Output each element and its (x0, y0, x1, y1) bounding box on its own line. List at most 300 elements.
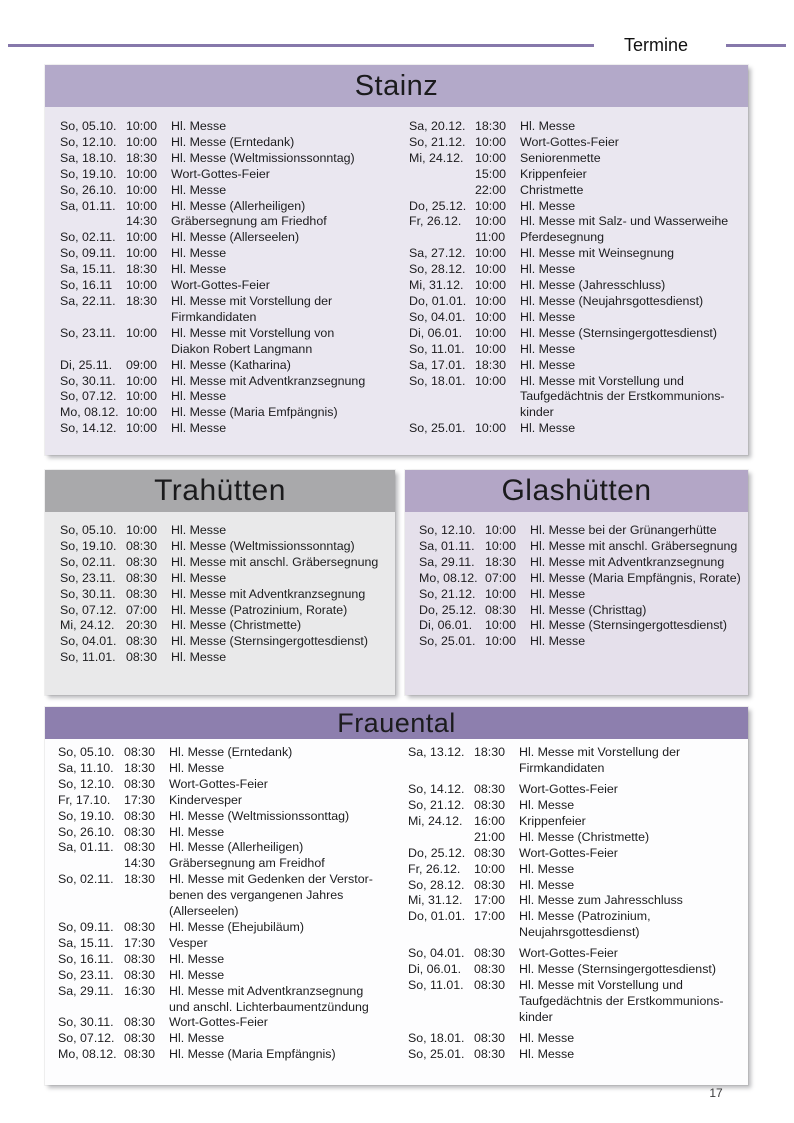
row-time: 08:30 (124, 745, 156, 759)
row-time: 22:00 (475, 182, 507, 197)
row-date: So, 14.12. (60, 421, 117, 436)
schedule-row (409, 119, 742, 135)
row-date: So, 30.11. (60, 373, 116, 388)
row-date: So, 28.12. (408, 877, 465, 892)
row-date: So, 30.11. (58, 1015, 114, 1030)
row-time: 10:00 (126, 119, 158, 133)
row-time: 08:30 (126, 538, 158, 553)
row-date: Sa, 29.11. (58, 983, 114, 998)
row-time: 08:30 (474, 1047, 506, 1062)
row-time: 10:00 (485, 523, 517, 537)
schedule-row (60, 587, 391, 603)
schedule-row (408, 878, 742, 894)
row-description: Hl. Messe (Sternsingergottesdienst) (530, 618, 727, 633)
row-date: So, 23.11. (60, 325, 116, 340)
schedule-row (409, 246, 742, 262)
row-date: Sa, 13.12. (408, 745, 465, 759)
row-time: 08:30 (474, 978, 506, 993)
row-date: Sa, 15.11. (60, 262, 116, 277)
schedule-row (58, 920, 392, 936)
schedule-row (58, 777, 392, 793)
row-date: Sa, 20.12. (409, 119, 466, 133)
row-description: Hl. Messe (Erntedank) (171, 134, 295, 149)
row-time: 08:30 (474, 946, 506, 961)
row-time: 08:30 (474, 877, 506, 892)
row-date (409, 183, 475, 199)
row-date: So, 11.01. (408, 978, 464, 993)
row-time: 08:30 (126, 586, 158, 601)
row-date: Di, 06.01. (408, 962, 462, 977)
row-date: Di, 06.01. (419, 618, 473, 633)
row-description: Hl. Messe (Maria Empfängnis) (169, 1047, 336, 1062)
row-date: Mi, 24.12. (408, 813, 463, 828)
row-date: So, 23.11. (60, 570, 116, 585)
row-time: 10:00 (475, 246, 507, 261)
schedule-row (409, 214, 742, 230)
row-description: Hl. Messe (Sternsingergottesdienst) (171, 634, 368, 649)
glashuetten-schedule (405, 512, 748, 650)
frauental-section-header (45, 707, 748, 739)
header-rule-left (8, 44, 594, 47)
schedule-row (60, 183, 393, 199)
row-time: 07:00 (126, 602, 158, 617)
row-description: Hl. Messe (Sternsingergottesdienst) (520, 325, 717, 340)
schedule-row (60, 618, 391, 634)
row-date: So, 21.12. (409, 134, 466, 149)
schedule-row (60, 634, 391, 650)
schedule-row (60, 167, 393, 183)
row-description: Wort-Gottes-Feier (520, 134, 619, 149)
row-date: So, 14.12. (408, 782, 465, 797)
row-date: Sa, 01.11. (419, 538, 475, 553)
row-description: Gräbersegnung am Freidhof (169, 856, 325, 871)
row-description: Hl. Messe (171, 262, 227, 277)
row-description: Hl. Messe (Katharina) (171, 357, 291, 372)
row-description: Krippenfeier (519, 813, 586, 828)
row-description: Hl. Messe (171, 570, 227, 585)
row-time: 10:00 (126, 134, 158, 149)
row-date: So, 05.10. (60, 523, 117, 537)
row-time: 10:00 (475, 325, 507, 340)
row-description: Hl. Messe mit Vorstellung und Taufgedächtnis der Erstkommunions- kinder (519, 978, 724, 1025)
row-date: So, 05.10. (58, 745, 115, 759)
row-time: 10:00 (126, 246, 158, 261)
row-date: So, 07.12. (58, 1031, 115, 1046)
row-date: So, 04.01. (408, 946, 465, 961)
row-date: So, 02.11. (60, 230, 116, 245)
row-description: Hl. Messe (171, 246, 227, 261)
schedule-row (58, 809, 392, 825)
row-description: Hl. Messe mit Vorstellung der Firmkandidaten (171, 293, 333, 324)
row-time: 10:00 (485, 586, 517, 601)
schedule-row (408, 830, 742, 846)
row-date: Do, 25.12. (419, 602, 477, 617)
row-time: 10:00 (475, 214, 507, 229)
row-date (408, 830, 474, 846)
row-description: Gräbersegnung am Friedhof (171, 214, 327, 229)
schedule-row (419, 603, 744, 619)
row-description: Hl. Messe (520, 119, 576, 133)
schedule-row (408, 862, 742, 878)
row-time: 21:00 (474, 829, 506, 844)
schedule-row (419, 618, 744, 634)
row-time: 10:00 (475, 341, 507, 356)
row-description: Hl. Messe (519, 1047, 575, 1062)
row-date: Sa, 11.10. (58, 760, 114, 775)
stainz-section-title: Stainz (354, 69, 439, 102)
schedule-row (409, 135, 742, 151)
row-time: 16:30 (124, 983, 156, 998)
row-date: So, 07.12. (60, 602, 117, 617)
row-date: So, 25.01. (408, 1047, 465, 1062)
schedule-row (60, 523, 391, 539)
schedule-row (60, 135, 393, 151)
schedule-row (408, 745, 742, 777)
trahuetten-schedule-column (60, 523, 391, 666)
stainz-schedule-right-column (393, 119, 742, 437)
row-date: So, 11.01. (409, 341, 465, 356)
row-description: Hl. Messe (Weltmissionssonntag) (171, 150, 355, 165)
schedule-row (419, 587, 744, 603)
row-description: Wort-Gottes-Feier (169, 776, 268, 791)
row-time: 08:30 (124, 776, 156, 791)
row-time: 08:30 (474, 782, 506, 797)
row-description: Hl. Messe (171, 389, 227, 404)
row-description: Hl. Messe (520, 309, 576, 324)
row-description: Hl. Messe (520, 357, 576, 372)
row-date: So, 16.11. (58, 951, 114, 966)
row-date: So, 30.11. (60, 586, 116, 601)
row-description: Kindervesper (169, 792, 243, 807)
row-description: Hl. Messe (169, 760, 225, 775)
row-description: Hl. Messe (519, 1031, 575, 1046)
frauental-schedule-right-column (392, 745, 742, 1063)
schedule-row (409, 358, 742, 374)
row-date (409, 167, 475, 183)
row-time: 08:30 (124, 808, 156, 823)
glashuetten-schedule-column (419, 523, 744, 650)
row-date: Do, 01.01. (408, 909, 466, 924)
trahuetten-section (45, 470, 395, 695)
schedule-row (58, 745, 392, 761)
schedule-row (60, 405, 393, 421)
schedule-row (408, 909, 742, 941)
row-time: 17:30 (124, 935, 156, 950)
row-time: 10:00 (126, 523, 158, 537)
schedule-row (409, 310, 742, 326)
schedule-row (60, 294, 393, 326)
schedule-row (60, 262, 393, 278)
schedule-row (60, 358, 393, 374)
row-description: Wort-Gottes-Feier (169, 1015, 268, 1030)
row-time: 10:00 (475, 278, 507, 293)
row-date (58, 856, 124, 872)
row-date: So, 12.10. (58, 776, 115, 791)
frauental-section (45, 707, 748, 1085)
row-time: 10:00 (475, 309, 507, 324)
row-description: Hl. Messe mit Weinsegnung (520, 246, 675, 261)
schedule-row (60, 555, 391, 571)
frauental-section-title: Frauental (337, 707, 456, 738)
row-time: 18:30 (475, 357, 507, 372)
row-date: So, 25.01. (419, 634, 476, 649)
row-time: 18:30 (126, 150, 158, 165)
row-time: 09:00 (126, 357, 158, 372)
row-description: Hl. Messe (519, 798, 575, 813)
schedule-row (60, 389, 393, 405)
trahuetten-section-header (45, 470, 395, 512)
row-time: 10:00 (126, 325, 158, 340)
stainz-schedule (45, 107, 748, 437)
row-description: Hl. Messe (Neujahrsgottesdienst) (520, 293, 704, 308)
row-time: 08:30 (124, 951, 156, 966)
row-description: Wort-Gottes-Feier (519, 845, 618, 860)
row-description: Christmette (520, 182, 584, 197)
page-header-label: Termine (623, 35, 689, 55)
row-date: Sa, 01.11. (60, 198, 116, 213)
row-description: Hl. Messe (Weltmissionssonttag) (169, 808, 350, 823)
row-description: Hl. Messe (169, 1031, 225, 1046)
row-time: 10:00 (474, 861, 506, 876)
row-description: Wort-Gottes-Feier (171, 166, 270, 181)
row-time: 18:30 (124, 760, 156, 775)
row-date: So, 18.01. (408, 1031, 465, 1046)
schedule-row (60, 278, 393, 294)
row-date: So, 11.01. (60, 650, 116, 665)
row-time: 10:00 (475, 198, 507, 213)
row-date: So, 04.01. (409, 309, 466, 324)
row-time: 17:00 (474, 909, 506, 924)
row-time: 18:30 (126, 293, 158, 308)
row-time: 17:30 (124, 792, 156, 807)
schedule-row (58, 793, 392, 809)
row-description: Hl. Messe (519, 861, 575, 876)
row-time: 10:00 (126, 182, 158, 197)
row-date: Fr, 26.12. (409, 214, 462, 229)
row-description: Hl. Messe (519, 877, 575, 892)
schedule-row (419, 523, 744, 539)
schedule-row (409, 278, 742, 294)
schedule-row (60, 230, 393, 246)
row-description: Hl. Messe mit anschl. Gräbersegnung (171, 554, 379, 569)
schedule-row (408, 978, 742, 1026)
row-date: So, 19.10. (60, 538, 117, 553)
row-description: Wort-Gottes-Feier (519, 782, 618, 797)
row-description: Hl. Messe (Ehejubiläum) (169, 919, 304, 934)
schedule-row (58, 761, 392, 777)
schedule-row (58, 840, 392, 856)
schedule-row (60, 421, 393, 437)
row-time: 18:30 (474, 745, 506, 759)
row-date: Di, 06.01. (409, 325, 463, 340)
schedule-row (60, 151, 393, 167)
row-date: Mi, 24.12. (409, 150, 464, 165)
schedule-row (58, 952, 392, 968)
stainz-schedule-left-column (60, 119, 393, 437)
row-time: 10:00 (126, 373, 158, 388)
trahuetten-section-title: Trahütten (154, 474, 286, 507)
row-date: So, 26.10. (58, 824, 115, 839)
schedule-row (409, 421, 742, 437)
row-time: 14:30 (124, 856, 156, 871)
row-time: 10:00 (126, 405, 158, 420)
row-time: 18:30 (126, 262, 158, 277)
schedule-row (408, 814, 742, 830)
row-time: 08:30 (126, 650, 158, 665)
row-time: 10:00 (475, 262, 507, 277)
row-description: Hl. Messe mit Adventkranzsegnung (171, 586, 366, 601)
row-date: So, 16.11 (60, 278, 113, 293)
row-description: Hl. Messe zum Jahresschluss (519, 893, 683, 908)
schedule-row (58, 984, 392, 1016)
schedule-row (408, 1031, 742, 1047)
row-date: Do, 01.01. (409, 293, 467, 308)
row-date: So, 19.10. (60, 166, 117, 181)
row-date: Do, 25.12. (408, 845, 466, 860)
schedule-row (409, 230, 742, 246)
row-description: Hl. Messe mit Salz- und Wasserweihe (520, 214, 729, 229)
schedule-row (60, 199, 393, 215)
row-time: 10:00 (475, 293, 507, 308)
glashuetten-section-header (405, 470, 748, 512)
row-description: Hl. Messe (169, 967, 225, 982)
row-date: So, 26.10. (60, 182, 117, 197)
row-date: Fr, 17.10. (58, 792, 111, 807)
row-description: Krippenfeier (520, 166, 587, 181)
schedule-row (408, 962, 742, 978)
schedule-row (60, 650, 391, 666)
row-time: 18:30 (124, 872, 156, 887)
row-date: So, 18.01. (409, 373, 466, 388)
row-date: Fr, 26.12. (408, 861, 461, 876)
schedule-row (409, 326, 742, 342)
schedule-row (60, 246, 393, 262)
row-description: Hl. Messe (520, 341, 576, 356)
row-description: Hl. Messe (Christtag) (530, 602, 647, 617)
row-date: So, 09.11. (60, 246, 116, 261)
row-date: Sa, 18.10. (60, 150, 117, 165)
row-date: So, 02.11. (60, 554, 116, 569)
row-date (60, 214, 126, 230)
row-description: Hl. Messe mit Vorstellung und Taufgedächtnis der Erstkommunions- kinder (520, 373, 725, 420)
row-description: Hl. Messe mit Adventkranzsegnung und anschl. Lichterbaumentzündung (169, 983, 369, 1014)
schedule-row (408, 782, 742, 798)
row-time: 08:30 (124, 967, 156, 982)
schedule-row (60, 374, 393, 390)
row-description: Hl. Messe (171, 119, 227, 133)
row-date: Mi, 31.12. (408, 893, 463, 908)
schedule-row (419, 571, 744, 587)
row-date: So, 12.10. (419, 523, 476, 537)
row-description: Hl. Messe (169, 951, 225, 966)
row-time: 08:30 (126, 554, 158, 569)
row-date: So, 28.12. (409, 262, 466, 277)
row-time: 08:30 (474, 1031, 506, 1046)
schedule-row (60, 539, 391, 555)
schedule-row (419, 555, 744, 571)
row-time: 10:00 (126, 198, 158, 213)
schedule-row (58, 1015, 392, 1031)
row-description: Hl. Messe (Jahresschluss) (520, 278, 666, 293)
row-time: 08:30 (485, 602, 517, 617)
row-time: 08:30 (474, 962, 506, 977)
row-time: 08:30 (124, 824, 156, 839)
row-time: 10:00 (126, 389, 158, 404)
schedule-row (60, 571, 391, 587)
row-date: Mi, 31.12. (409, 278, 464, 293)
row-date: So, 12.10. (60, 134, 117, 149)
row-time: 08:30 (474, 798, 506, 813)
row-date: Sa, 29.11. (419, 554, 475, 569)
row-description: Hl. Messe (Weltmissionssonntag) (171, 538, 355, 553)
row-date (409, 230, 475, 246)
schedule-row (58, 1031, 392, 1047)
row-time: 18:30 (485, 554, 517, 569)
schedule-row (408, 893, 742, 909)
row-description: Hl. Messe (169, 824, 225, 839)
stainz-section (45, 65, 748, 455)
row-time: 10:00 (475, 373, 507, 388)
row-description: Hl. Messe (Allerheiligen) (171, 198, 306, 213)
row-description: Hl. Messe (520, 421, 576, 436)
row-date: Mi, 24.12. (60, 618, 115, 633)
schedule-row (409, 262, 742, 278)
page-number: 17 (709, 1086, 723, 1100)
schedule-row (58, 936, 392, 952)
row-date: So, 04.01. (60, 634, 117, 649)
schedule-row (409, 151, 742, 167)
row-date: So, 21.12. (408, 798, 465, 813)
schedule-row (408, 798, 742, 814)
row-description: Hl. Messe (171, 523, 227, 537)
row-description: Hl. Messe (Allerheiligen) (169, 840, 304, 855)
row-date: So, 25.01. (409, 421, 466, 436)
row-description: Hl. Messe mit anschl. Gräbersegnung (530, 538, 738, 553)
row-description: Hl. Messe (520, 198, 576, 213)
row-time: 18:30 (475, 119, 507, 133)
row-description: Hl. Messe (520, 262, 576, 277)
schedule-row (419, 634, 744, 650)
row-date: Sa, 01.11. (58, 840, 114, 855)
row-time: 16:00 (474, 813, 506, 828)
row-time: 10:00 (475, 134, 507, 149)
row-description: Hl. Messe mit Vorstellung von Diakon Robert Langmann (171, 325, 335, 356)
schedule-row (409, 374, 742, 422)
row-description: Wort-Gottes-Feier (171, 278, 270, 293)
row-description: Hl. Messe (Maria Empfängnis, Rorate) (530, 570, 741, 585)
row-description: Hl. Messe (Sternsingergottesdienst) (519, 962, 716, 977)
schedule-row (409, 183, 742, 199)
row-date: So, 09.11. (58, 919, 114, 934)
row-description: Hl. Messe (Maria Emfpängnis) (171, 405, 338, 420)
row-description: Hl. Messe (Erntedank) (169, 745, 293, 759)
row-time: 08:30 (124, 840, 156, 855)
row-date: So, 05.10. (60, 119, 117, 133)
schedule-row (409, 199, 742, 215)
row-description: Hl. Messe (530, 586, 586, 601)
row-time: 10:00 (126, 230, 158, 245)
row-description: Pferdesegnung (520, 230, 605, 245)
row-date: So, 21.12. (419, 586, 476, 601)
row-time: 08:30 (474, 845, 506, 860)
header-rule-right (726, 44, 786, 47)
row-description: Hl. Messe (171, 421, 227, 436)
stainz-section-header (45, 65, 748, 107)
schedule-row (408, 846, 742, 862)
frauental-schedule-left-column (58, 745, 392, 1063)
row-description: Hl. Messe (Allerseelen) (171, 230, 300, 245)
schedule-row (60, 214, 393, 230)
